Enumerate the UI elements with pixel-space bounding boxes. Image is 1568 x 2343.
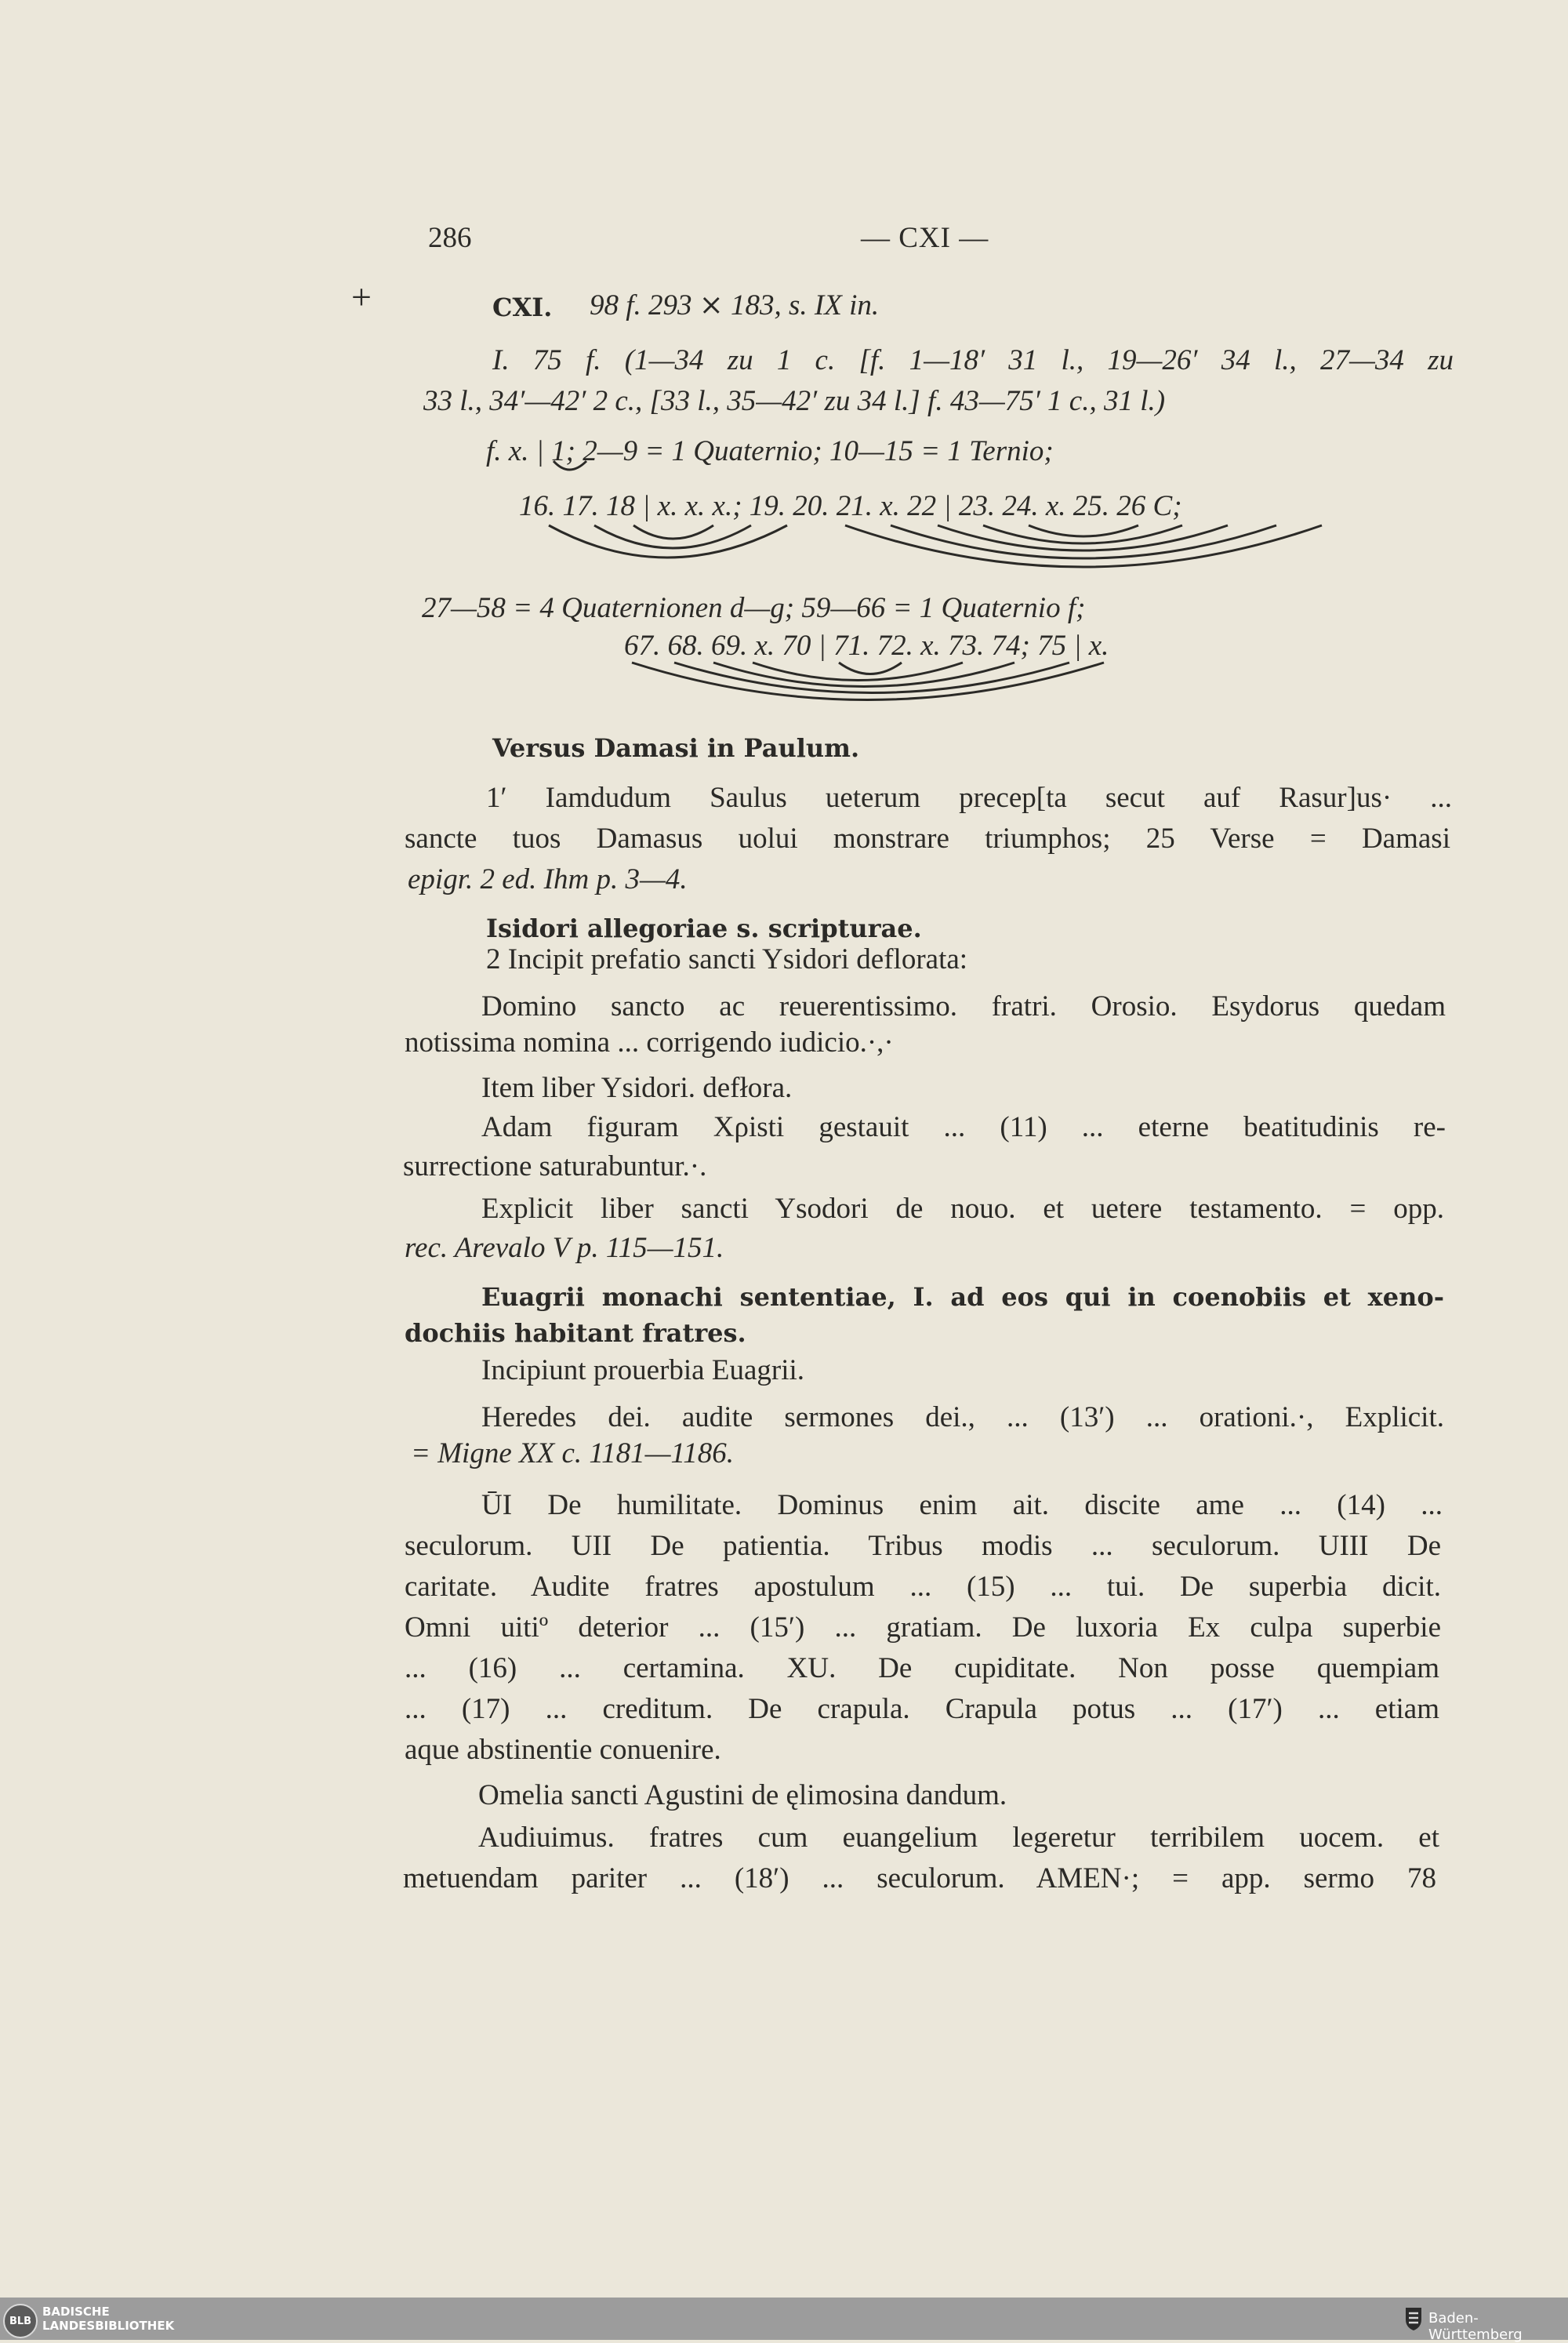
text-line: caritate. Audite fratres apostulum ... (15) ... tui. De superbia dicit. (405, 1571, 1441, 1603)
library-name-line-2: LANDESBIBLIOTHEK (42, 2319, 175, 2333)
quire-arc (938, 525, 1228, 550)
library-name (42, 2305, 174, 2333)
text-line: ... (17) ... creditum. De crapula. Crapula potus ... (17′) ... etiam (405, 1693, 1439, 1725)
running-title: — CXI — (861, 222, 989, 254)
quire-arc (713, 663, 1014, 687)
text-line: surrectione saturabuntur.·. (403, 1150, 707, 1182)
text-line: Audiuimus. fratres cum euangelium legeretur terribilem uocem. et (478, 1822, 1439, 1854)
baden-wuerttemberg-label[interactable]: Baden-Württemberg (1428, 2310, 1523, 2343)
baden-wuerttemberg-coat-of-arms-icon (1403, 2305, 1424, 2332)
text-line: Incipiunt prouerbia Euagrii. (481, 1354, 805, 1386)
text-line: 1′ Iamdudum Saulus ueterum precep[ta secut auf Rasur]us· ... (486, 782, 1452, 814)
text-line: seculorum. UII De patientia. Tribus modis ... seculorum. UIII De (405, 1530, 1441, 1562)
text-line: metuendam pariter ... (18′) ... seculorum. AMEN·; = app. sermo 78 (403, 1862, 1436, 1894)
collation-line-6: 67. 68. 69. x. 70 | 71. 72. x. 73. 74; 75 | x. (624, 630, 1109, 662)
page-number: 286 (428, 222, 472, 254)
section-heading-damasus: Versus Damasi in Paulum. (492, 733, 860, 763)
quire-arc (674, 663, 1069, 693)
text-line: Adam figuram Χρisti gestauit ... (11) ... eterne beatitudinis re- (481, 1111, 1446, 1143)
entry-marker: + (351, 277, 372, 317)
collation-line-2: 33 l., 34′—42′ 2 c., [33 l., 35—42′ zu 34 l.] f. 43—75′ 1 c., 31 l.) (423, 385, 1166, 417)
quire-arc (983, 525, 1182, 543)
quire-arc (845, 525, 1322, 567)
text-line: rec. Arevalo V p. 115—151. (405, 1232, 724, 1264)
text-line: Omni uitiº deterior ... (15′) ... gratiam. De luxoria Ex culpa superbie (405, 1611, 1441, 1644)
quire-arc (633, 525, 713, 539)
collation-line-3: f. x. | 1; 2—9 = 1 Quaternio; 10—15 = 1 Ternio; (486, 435, 1054, 467)
text-line: epigr. 2 ed. Ihm p. 3—4. (408, 863, 688, 895)
text-line: = Migne XX c. 1181—1186. (411, 1437, 735, 1469)
quire-arc (549, 525, 787, 558)
collation-line-5: 27—58 = 4 Quaternionen d—g; 59—66 = 1 Quaternio f; (422, 592, 1086, 624)
quire-arc (891, 525, 1276, 558)
quire-arc (594, 525, 751, 548)
text-line: Item liber Ysidori. defłora. (481, 1072, 793, 1104)
text-line: Explicit liber sancti Ysodori de nouo. et uetere testamento. = opp. (481, 1193, 1444, 1225)
text-line: ... (16) ... certamina. XU. De cupiditate. Non posse quempiam (405, 1652, 1439, 1684)
entry-description: 98 f. 293 ⨯ 183, s. IX in. (590, 289, 880, 321)
text-line: ŪI De humilitate. Dominus enim ait. discite ame ... (14) ... (481, 1489, 1443, 1521)
text-line: Heredes dei. audite sermones dei., ... (13′) ... orationi.·, Explicit. (481, 1401, 1444, 1433)
section-heading-evagrius-cont: dochiis habitant fratres. (405, 1318, 746, 1348)
library-name-line-1: BADISCHE (42, 2305, 110, 2319)
section-heading-isidore: Isidori allegoriae s. scripturae. (486, 914, 922, 943)
collation-line-1: I. 75 f. (1—34 zu 1 c. [f. 1—18′ 31 l., 19—26′ 34 l., 27—34 zu (492, 344, 1454, 376)
entry-number: CXI. (492, 292, 553, 322)
text-line: sancte tuos Damasus uolui monstrare triumphos; 25 Verse = Damasi (405, 823, 1450, 855)
text-line: 2 Incipit prefatio sancti Ysidori deflorata: (486, 943, 968, 975)
quire-arc (753, 663, 963, 681)
quire-arc (632, 663, 1104, 700)
text-line: Omelia sancti Agustini de ęlimosina dandum. (478, 1779, 1007, 1811)
collation-line-4: 16. 17. 18 | x. x. x.; 19. 20. 21. x. 22 | 23. 24. x. 25. 26 C; (519, 490, 1182, 522)
text-line: notissima nomina ... corrigendo iudicio.·,· (405, 1026, 894, 1059)
footer-bar (0, 2298, 1568, 2343)
text-line: Domino sancto ac reuerentissimo. fratri. Orosio. Esydorus quedam (481, 990, 1446, 1023)
blb-logo[interactable]: BLB (3, 2304, 38, 2338)
section-heading-evagrius: Euagrii monachi sententiae, I. ad eos qui in coenobiis et xeno- (481, 1282, 1444, 1312)
text-line: aque abstinentie conuenire. (405, 1734, 721, 1766)
quire-arc (1029, 525, 1138, 536)
